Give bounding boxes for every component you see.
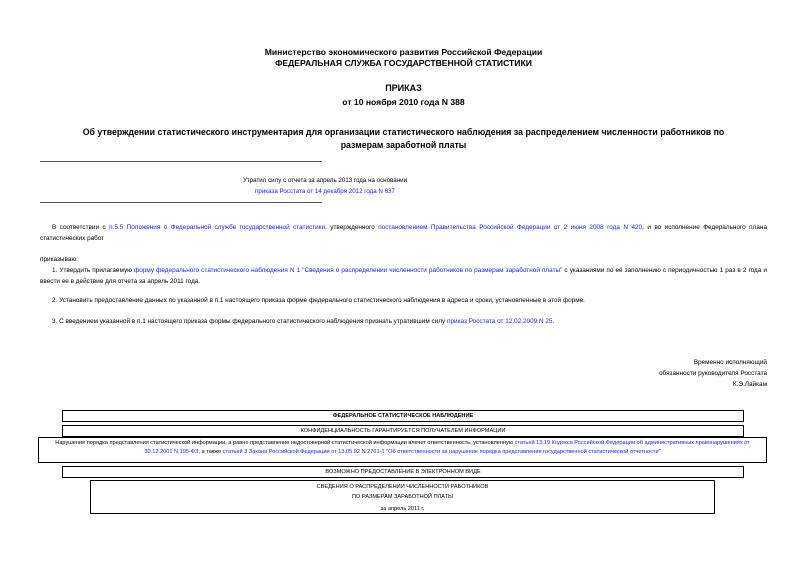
form-name-box: [90, 480, 715, 514]
item-2-text: 2. Установить предоставление данных по указанной в п.1 настоящего приказа форме федерального статистического наблюдения в адреса и сроки, установленные в этой форме.: [52, 297, 585, 304]
form-period: за апрель 2011 г.: [380, 506, 425, 512]
item-3-order-link[interactable]: приказ Росстата от 12.02.2009 N 25: [446, 318, 553, 325]
item-1-paragraph: [40, 265, 767, 287]
signature-block: [659, 357, 767, 390]
document-type: ПРИКАЗ: [385, 83, 422, 93]
item-2-paragraph: [40, 295, 767, 306]
signature-name: К.Э.Лайкам: [732, 381, 767, 388]
service-heading: ФЕДЕРАЛЬНАЯ СЛУЖБА ГОСУДАРСТВЕННОЙ СТАТИСТИКИ: [275, 58, 532, 68]
violation-link-code[interactable]: статьей 13.19 Кодекса Российской Федерации об административных правонарушениях от 30.12.2001 N 195-ФЗ: [144, 440, 750, 455]
form-confidentiality-box: КОНФИДЕНЦИАЛЬНОСТЬ ГАРАНТИРУЕТСЯ ПОЛУЧАТЕЛЕМ ИНФОРМАЦИИ: [62, 425, 744, 437]
order-word: приказываю:: [40, 256, 78, 263]
item-3-text-2: .: [552, 318, 555, 325]
basis-text-2: , утвержденного: [325, 224, 379, 231]
basis-text-3: , и во исполнение Федерального плана статистических работ: [40, 224, 768, 242]
violation-link-law[interactable]: статьей 3 Закона Российской Федерации от 13.05.92 N 2761-1 "Об ответственности за нарушение порядка представления государственной статистической отчетности": [222, 449, 661, 455]
violation-text-1: Нарушение порядка представления статистической информации, а равно представление недостоверной статистической информации влечет ответственность, установленную: [55, 440, 515, 446]
item-1-text-1: 1. Утвердить прилагаемую: [52, 267, 135, 274]
divider-bottom: [40, 202, 322, 203]
basis-link-regulation[interactable]: п.5.5 Положения о Федеральной службе государственной статистики: [109, 224, 326, 231]
form-fsn-box: ФЕДЕРАЛЬНОЕ СТАТИСТИЧЕСКОЕ НАБЛЮДЕНИЕ: [62, 410, 744, 422]
status-note-text: Утратил силу с отчета за апрель 2013 года на основании: [242, 177, 408, 184]
basis-link-decree[interactable]: постановлением Правительства Российской Федерации от 2 июня 2008 года N 420: [378, 224, 643, 231]
signature-line-1: Временно исполняющий: [693, 359, 767, 366]
status-note: [160, 175, 490, 197]
document-date: от 10 ноября 2010 года N 388: [342, 97, 465, 107]
item-3-paragraph: [40, 316, 767, 327]
status-note-link[interactable]: приказа Росстата от 14 декабря 2012 года N 637: [255, 188, 395, 195]
item-3-text-1: 3. С введением указанной в п.1 настоящего приказа формы федерального статистического наблюдения признать утратившим силу: [52, 318, 447, 325]
document-title: Об утверждении статистического инструментария для организации статистического наблюдения за распределением численности работников по размерам заработной платы: [82, 127, 725, 150]
form-name-line-2: ПО РАЗМЕРАМ ЗАРАБОТНОЙ ПЛАТЫ: [352, 493, 453, 500]
basis-paragraph: [40, 222, 767, 244]
item-1-text-2: с указаниями по её заполнению с периодичностью 1 раз в 2 года и ввести ее в действие для отчета за апрель 2011 года.: [40, 267, 767, 285]
basis-text-1: В соответствии с: [52, 224, 110, 231]
form-name-line-1: СВЕДЕНИЯ О РАСПРЕДЕЛЕНИИ ЧИСЛЕННОСТИ РАБОТНИКОВ: [316, 484, 489, 490]
divider-top: [40, 161, 322, 162]
ministry-heading: Министерство экономического развития Российской Федерации: [264, 47, 543, 57]
signature-line-2: обязанности руководителя Росстата: [659, 370, 767, 377]
item-1-form-link[interactable]: форму федерального статистического наблюдения N 1 "Сведения о распределении численности работников по размерам заработной платы": [134, 267, 563, 274]
violation-text-2: , а также: [198, 449, 223, 455]
form-electronic-box: ВОЗМОЖНО ПРЕДОСТАВЛЕНИЕ В ЭЛЕКТРОННОМ ВИДЕ: [62, 466, 744, 478]
form-violation-box: [38, 437, 767, 463]
